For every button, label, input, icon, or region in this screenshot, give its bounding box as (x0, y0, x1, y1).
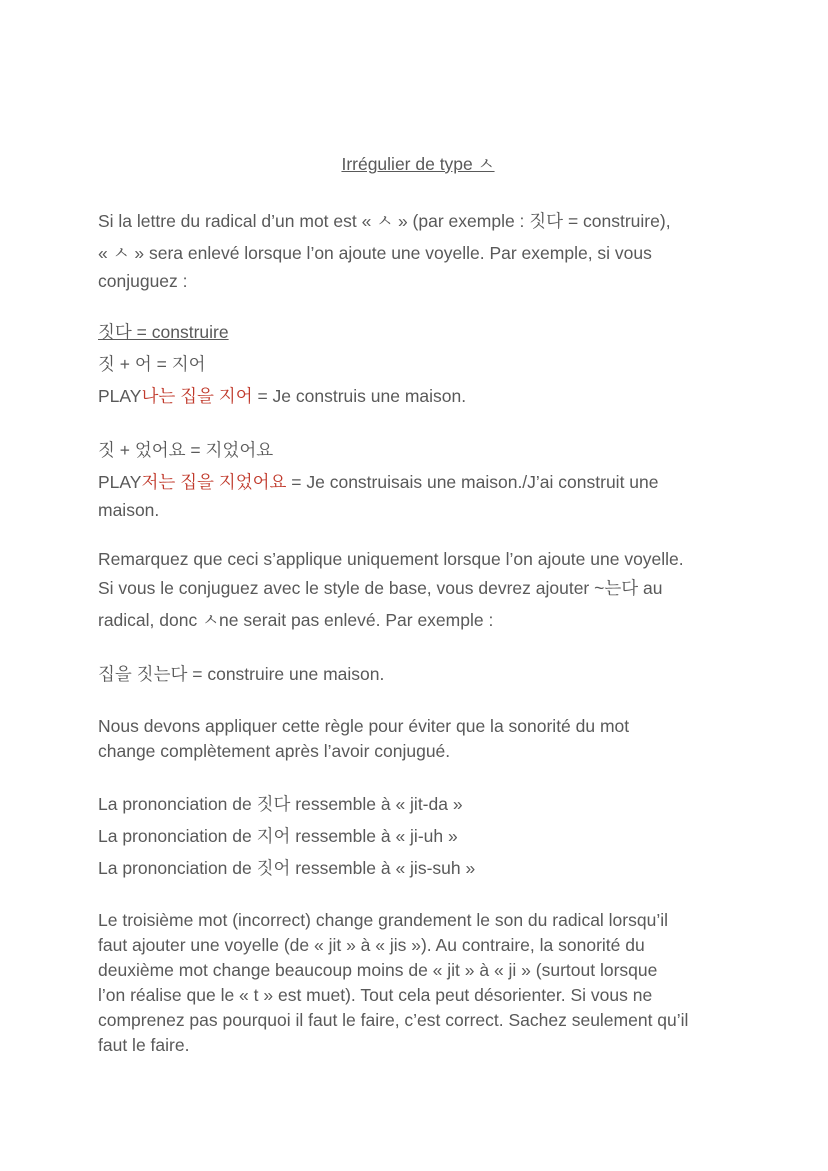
remark-line: Remarquez que ceci s’applique uniquement lorsque l’on ajoute une voyelle. (98, 549, 684, 569)
rule-paragraph (98, 714, 738, 764)
conclusion-line: l’on réalise que le « t » est muet). Tout cela peut désorienter. Si vous ne (98, 985, 653, 1005)
example-2-sentence (98, 466, 738, 498)
pronunciation-item: La prononciation de 지어 ressemble à « ji-uh » (98, 826, 458, 846)
pronunciation-list (98, 788, 738, 884)
rule-line: Nous devons appliquer cette règle pour éviter que la sonorité du mot (98, 716, 630, 736)
remark-line: radical, donc ㅅne serait pas enlevé. Par exemple : (98, 610, 494, 630)
intro-line: conjuguez : (98, 271, 188, 291)
example-3 (98, 658, 738, 690)
translation: = Je construisais une maison./J’ai construit une (286, 472, 659, 492)
pronunciation-item: La prononciation de 짓다 ressemble à « jit-da » (98, 794, 463, 814)
intro-line: Si la lettre du radical d’un mot est « ㅅ » (par exemple : 짓다 = construire), (98, 211, 671, 231)
pronunciation-item: La prononciation de 짓어 ressemble à « jis-suh » (98, 858, 476, 878)
example-1-formula: 짓 + 어 = 지어 (98, 354, 206, 374)
page-title: Irrégulier de type ㅅ (341, 154, 495, 174)
conclusion-line: comprenez pas pourquoi il faut le faire, c’est correct. Sachez seulement qu’il (98, 1010, 689, 1030)
example-1-heading: 짓다 = construire (98, 322, 229, 342)
example-2 (98, 434, 738, 523)
example-2-formula: 짓 + 었어요 = 지었어요 (98, 440, 274, 460)
play-link[interactable]: PLAY (98, 472, 142, 492)
conclusion-line: faut ajouter une voyelle (de « jit » à « jis »). Au contraire, la sonorité du (98, 935, 645, 955)
translation-continued: maison. (98, 500, 160, 520)
conclusion-line: deuxième mot change beaucoup moins de « jit » à « ji » (surtout lorsque (98, 960, 658, 980)
remark-paragraph (98, 547, 738, 636)
intro-paragraph (98, 205, 738, 294)
rule-line: change complètement après l’avoir conjugué. (98, 741, 451, 761)
document-page (98, 152, 738, 1078)
example-3-sentence: 집을 짓는다 = construire une maison. (98, 664, 385, 684)
translation: = Je construis une maison. (252, 386, 467, 406)
korean-sentence: 나는 집을 지어 (141, 386, 253, 406)
play-link[interactable]: PLAY (98, 386, 142, 406)
remark-line: Si vous le conjuguez avec le style de base, vous devrez ajouter ~는다 au (98, 578, 663, 598)
intro-line: « ㅅ » sera enlevé lorsque l’on ajoute une voyelle. Par exemple, si vous (98, 243, 652, 263)
conclusion-line: Le troisième mot (incorrect) change grandement le son du radical lorsqu’il (98, 910, 668, 930)
korean-sentence: 저는 집을 지었어요 (141, 472, 287, 492)
conclusion-line: faut le faire. (98, 1035, 190, 1055)
conclusion-paragraph (98, 908, 738, 1058)
example-1 (98, 316, 738, 412)
example-1-sentence (98, 380, 738, 412)
